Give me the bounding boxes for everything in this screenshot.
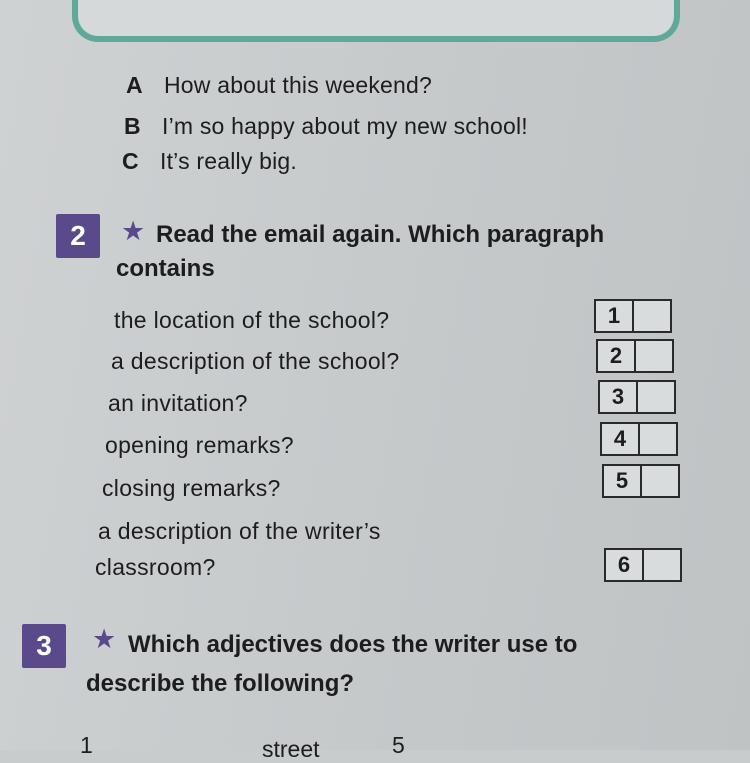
- previous-exercise-frame: [72, 0, 680, 42]
- answer-box-4[interactable]: [600, 422, 678, 456]
- option-text: I’m so happy about my new school!: [162, 113, 528, 139]
- exercise-number-badge: 3: [22, 624, 66, 668]
- question-2: a description of the school?: [111, 348, 400, 374]
- star-icon: ★: [92, 624, 117, 654]
- paragraph-number: 3: [600, 382, 638, 412]
- star-icon: ★: [121, 216, 146, 246]
- exercise-number-badge: 2: [56, 214, 100, 258]
- option-letter: C: [122, 148, 139, 174]
- answer-blank[interactable]: [644, 550, 680, 580]
- answer-blank[interactable]: [636, 341, 672, 371]
- option-letter: A: [126, 72, 143, 98]
- paragraph-number: 4: [602, 424, 640, 454]
- option-text: It’s really big.: [160, 148, 297, 174]
- paragraph-number: 1: [596, 301, 634, 331]
- paragraph-number: 6: [606, 550, 644, 580]
- answer-blank[interactable]: [638, 382, 674, 412]
- exercise-heading: Read the email again. Which paragraph: [156, 221, 605, 248]
- question-1: the location of the school?: [114, 307, 390, 333]
- option-a: [126, 72, 432, 99]
- question-4: opening remarks?: [105, 432, 294, 458]
- exercise-heading: Which adjectives does the writer use to: [128, 631, 578, 658]
- answer-box-5[interactable]: [602, 464, 680, 498]
- option-b: [124, 113, 528, 140]
- answer-box-3[interactable]: [598, 380, 676, 414]
- option-letter: B: [124, 113, 141, 139]
- paragraph-number: 5: [604, 466, 642, 496]
- item-number: 1: [80, 732, 93, 758]
- answer-box-1[interactable]: [594, 299, 672, 333]
- option-c: [122, 148, 297, 175]
- answer-box-2[interactable]: [596, 339, 674, 373]
- question-3: an invitation?: [108, 390, 248, 416]
- question-6-continued: classroom?: [95, 554, 216, 580]
- answer-blank[interactable]: [642, 466, 678, 496]
- question-5: closing remarks?: [102, 475, 281, 501]
- answer-box-6[interactable]: [604, 548, 682, 582]
- option-text: How about this weekend?: [164, 72, 432, 98]
- paragraph-number: 2: [598, 341, 636, 371]
- answer-blank[interactable]: [640, 424, 676, 454]
- exercise-heading-continued: contains: [116, 255, 215, 282]
- question-6: a description of the writer’s: [98, 518, 381, 544]
- item-word: street: [262, 736, 320, 762]
- exercise-heading-continued: describe the following?: [86, 670, 355, 697]
- answer-blank[interactable]: [634, 301, 670, 331]
- item-number: 5: [392, 732, 405, 758]
